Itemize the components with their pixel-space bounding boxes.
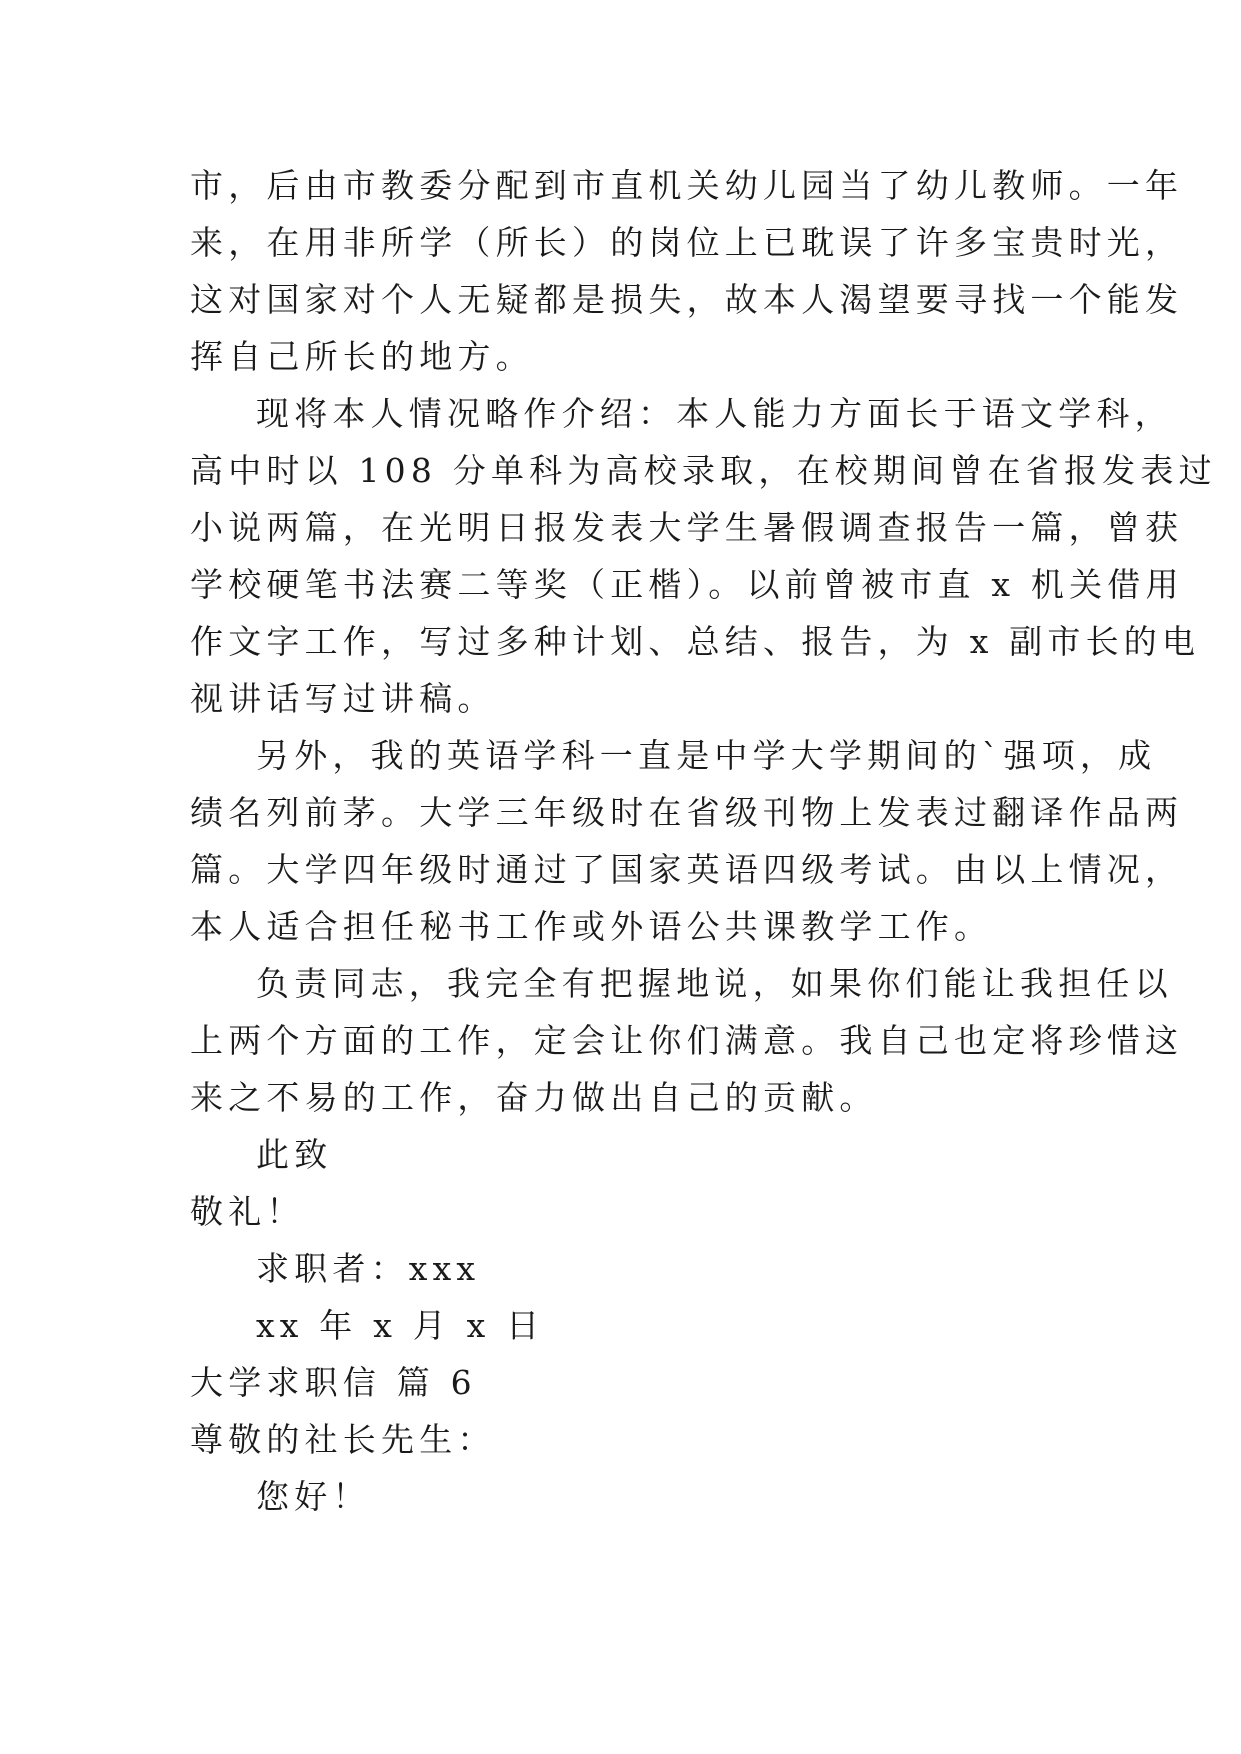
body-line: 篇。大学四年级时通过了国家英语四级考试。由以上情况，	[190, 850, 1184, 889]
paragraph-start-line: 另外，我的英语学科一直是中学大学期间的`强项，成	[256, 736, 1157, 775]
body-line: 市，后由市教委分配到市直机关幼儿园当了幼儿教师。一年	[190, 166, 1184, 205]
body-line: 小说两篇，在光明日报发表大学生暑假调查报告一篇，曾获	[190, 508, 1184, 547]
body-line: 本人适合担任秘书工作或外语公共课教学工作。	[190, 907, 993, 946]
salutation-closing: 敬礼！	[190, 1192, 305, 1231]
greeting-hello: 您好！	[256, 1477, 371, 1516]
section-heading: 大学求职信 篇 6	[190, 1363, 477, 1402]
date-line: xx 年 x 月 x 日	[256, 1306, 545, 1345]
body-line: 上两个方面的工作，定会让你们满意。我自己也定将珍惜这	[190, 1021, 1184, 1060]
body-line: 绩名列前茅。大学三年级时在省级刊物上发表过翻译作品两	[190, 793, 1184, 832]
greeting-line: 尊敬的社长先生：	[190, 1420, 496, 1459]
closing-phrase: 此致	[256, 1135, 333, 1174]
body-line: 来，在用非所学（所长）的岗位上已耽误了许多宝贵时光，	[190, 223, 1184, 262]
paragraph-start-line: 现将本人情况略作介绍：本人能力方面长于语文学科，	[256, 394, 1173, 433]
body-line: 学校硬笔书法赛二等奖（正楷）。以前曾被市直 x 机关借用	[190, 565, 1184, 604]
body-line: 高中时以 108 分单科为高校录取，在校期间曾在省报发表过	[190, 451, 1217, 490]
paragraph-start-line: 负责同志，我完全有把握地说，如果你们能让我担任以	[256, 964, 1173, 1003]
body-line: 视讲话写过讲稿。	[190, 679, 496, 718]
body-line: 这对国家对个人无疑都是损失，故本人渴望要寻找一个能发	[190, 280, 1184, 319]
signature-line: 求职者：xxx	[256, 1249, 481, 1288]
body-line: 作文字工作，写过多种计划、总结、报告，为 x 副市长的电	[190, 622, 1201, 661]
body-line: 来之不易的工作，奋力做出自己的贡献。	[190, 1078, 878, 1117]
body-line: 挥自己所长的地方。	[190, 337, 534, 376]
